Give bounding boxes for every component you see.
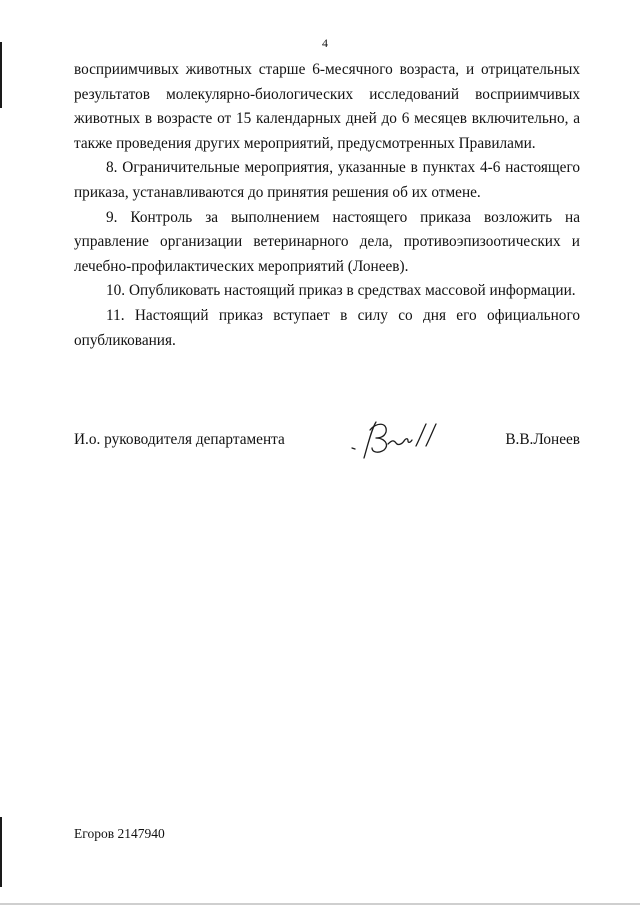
executor-note: Егоров 2147940 — [74, 826, 165, 841]
signer-title: И.о. руководителя департамента — [74, 431, 285, 448]
scan-edge-mark-bottom — [0, 817, 2, 887]
scan-edge-mark-top — [0, 42, 2, 108]
page-number: 4 — [322, 36, 328, 50]
paragraph-continuation: восприимчивых животных старше 6-месячного возраста, и отрицательных результатов молекулярно-биологических исследований восприимчивых животных в возрасте от 15 календарных дней до 6 месяцев включительно, а также проведения других мероприятий, предусмотренных Правилами. — [74, 61, 580, 152]
paragraph-item-10: 10. Опубликовать настоящий приказ в средствах массовой информации. — [106, 282, 576, 300]
signature-block — [74, 420, 580, 470]
paragraph-item-11: 11. Настоящий приказ вступает в силу со дня его официального опубликования. — [74, 306, 580, 349]
paragraph-item-8: 8. Ограничительные мероприятия, указанные в пунктах 4-6 настоящего приказа, устанавливаются до принятия решения об их отмене. — [74, 159, 580, 201]
signer-name: В.В.Лонеев — [505, 431, 580, 448]
handwritten-signature — [342, 414, 462, 468]
document-body — [74, 58, 580, 353]
paragraph-item-9: 9. Контроль за выполнением настоящего приказа возложить на управление организации ветеринарного дела, противоэпизоотических и лечебно-профилактических мероприятий (Лонеев). — [74, 208, 580, 275]
